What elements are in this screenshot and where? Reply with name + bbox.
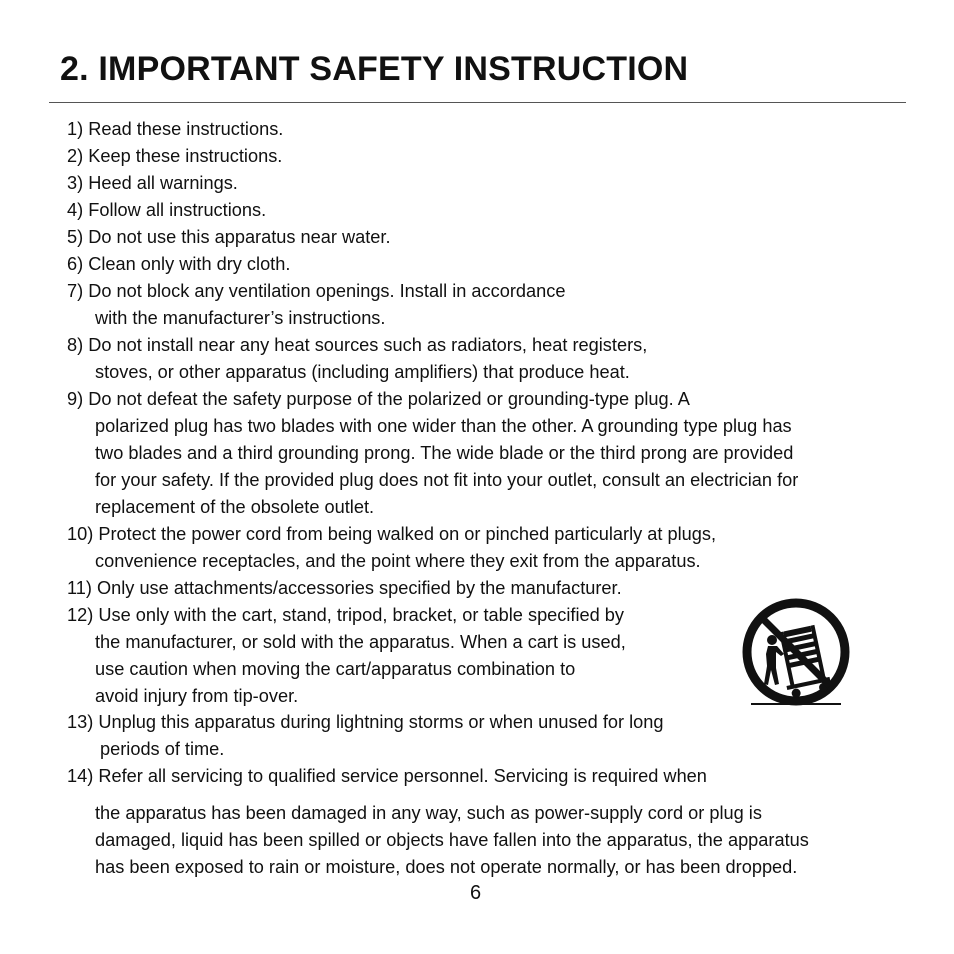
instruction-line: periods of time. bbox=[100, 739, 225, 759]
instruction-line: 12) Use only with the cart, stand, tripod, bracket, or table specified by bbox=[67, 605, 625, 625]
title-divider bbox=[49, 102, 906, 103]
instruction-line: 4) Follow all instructions. bbox=[67, 200, 267, 220]
instruction-line: 11) Only use attachments/accessories specified by the manufacturer. bbox=[67, 578, 622, 598]
instruction-line: stoves, or other apparatus (including amplifiers) that produce heat. bbox=[95, 362, 630, 382]
instruction-line: 7) Do not block any ventilation openings. Install in accordance bbox=[67, 281, 566, 301]
instruction-line: 8) Do not install near any heat sources such as radiators, heat registers, bbox=[67, 335, 648, 355]
instruction-line: use caution when moving the cart/apparatus combination to bbox=[95, 659, 576, 679]
instruction-line: the manufacturer, or sold with the apparatus. When a cart is used, bbox=[95, 632, 626, 652]
instruction-line: replacement of the obsolete outlet. bbox=[95, 497, 375, 517]
cart-tip-over-warning-icon bbox=[741, 598, 853, 708]
instruction-line: with the manufacturer’s instructions. bbox=[95, 308, 386, 328]
page-title: 2. IMPORTANT SAFETY INSTRUCTION bbox=[60, 50, 689, 88]
instruction-line: 6) Clean only with dry cloth. bbox=[67, 254, 291, 274]
instruction-line: 3) Heed all warnings. bbox=[67, 173, 238, 193]
instruction-line: polarized plug has two blades with one wider than the other. A grounding type plug has bbox=[95, 416, 792, 436]
instruction-line: 1) Read these instructions. bbox=[67, 119, 284, 139]
page-number: 6 bbox=[470, 882, 482, 904]
instruction-line: 13) Unplug this apparatus during lightning storms or when unused for long bbox=[67, 712, 664, 732]
instruction-line: has been exposed to rain or moisture, does not operate normally, or has been dropped. bbox=[95, 857, 798, 877]
instruction-line: for your safety. If the provided plug does not fit into your outlet, consult an electrician for bbox=[95, 470, 799, 490]
instruction-line: 2) Keep these instructions. bbox=[67, 146, 283, 166]
instruction-line: convenience receptacles, and the point where they exit from the apparatus. bbox=[95, 551, 701, 571]
instruction-line: the apparatus has been damaged in any way, such as power-supply cord or plug is bbox=[95, 803, 762, 823]
instruction-line: avoid injury from tip-over. bbox=[95, 686, 299, 706]
instruction-line: 9) Do not defeat the safety purpose of the polarized or grounding-type plug. A bbox=[67, 389, 690, 409]
instruction-line: 5) Do not use this apparatus near water. bbox=[67, 227, 391, 247]
instruction-line: two blades and a third grounding prong. The wide blade or the third prong are provided bbox=[95, 443, 794, 463]
instruction-line: 14) Refer all servicing to qualified service personnel. Servicing is required when bbox=[67, 766, 707, 786]
instruction-line: damaged, liquid has been spilled or objects have fallen into the apparatus, the apparatus bbox=[95, 830, 809, 850]
instruction-line: 10) Protect the power cord from being walked on or pinched particularly at plugs, bbox=[67, 524, 717, 544]
